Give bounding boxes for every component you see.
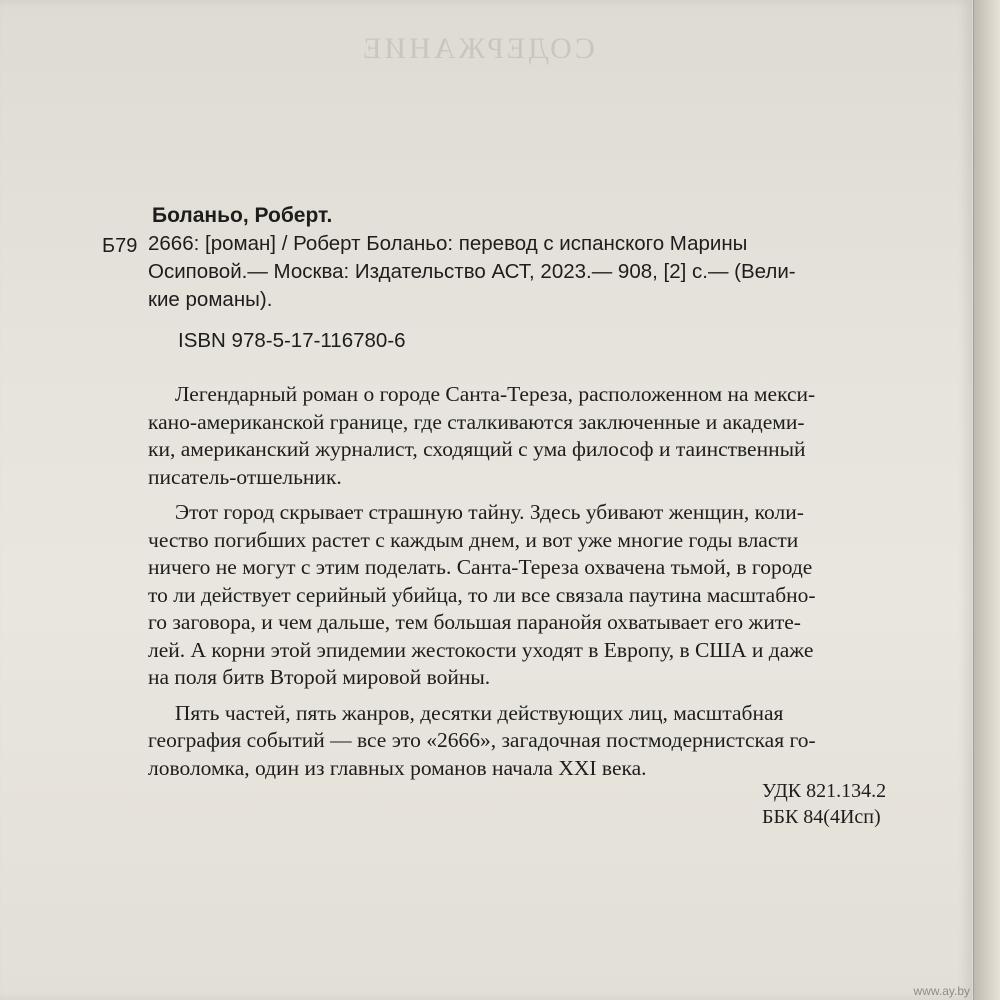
bbk-code: ББК 84(4Исп) xyxy=(762,806,881,828)
annotation-line: лей. А корни этой эпидемии жестокости уходят в Европу, в США и даже xyxy=(148,637,814,662)
udk-code: УДК 821.134.2 xyxy=(762,780,887,802)
site-watermark: www.ay.by xyxy=(913,984,970,998)
annotation-line: география событий — все это «2666», загадочная постмодернистская го- xyxy=(148,728,816,752)
bibliographic-line: 2666: [роман] / Роберт Боланьо: перевод с испанского Марины xyxy=(148,232,748,255)
author-heading: Боланьо, Роберт. xyxy=(152,204,333,227)
paragraph-gap xyxy=(148,491,816,499)
call-number: Б79 xyxy=(102,235,138,257)
bleed-through-title: СОДЕРЖАНИЕ xyxy=(360,32,595,65)
annotation-line: то ли действует серийный убийца, то ли все связала паутина масштабно- xyxy=(148,582,816,607)
bibliographic-line: Осиповой.— Москва: Издательство АСТ, 2023.— 908, [2] с.— (Вели- xyxy=(148,260,796,283)
classification-codes xyxy=(762,778,886,830)
annotation xyxy=(148,381,816,782)
annotation-line: Этот город скрывает страшную тайну. Здесь убивают женщин, коли- xyxy=(148,500,804,524)
annotation-line: чество погибших растет с каждым днем, и вот уже многие годы власти xyxy=(148,527,799,552)
annotation-line: кано-американской границе, где сталкиваются заключенные и академи- xyxy=(148,409,805,434)
bibliographic-description xyxy=(148,230,796,314)
annotation-line: ловоломка, один из главных романов начала XXI века. xyxy=(148,755,647,780)
annotation-line: на поля битв Второй мировой войны. xyxy=(148,665,491,689)
isbn: ISBN 978-5-17-116780-6 xyxy=(178,329,406,352)
annotation-line: го заговора, и чем дальше, тем большая паранойя охватывает его жите- xyxy=(148,610,801,634)
annotation-line: ничего не могут с этим поделать. Санта-Тереза охвачена тьмой, в городе xyxy=(148,555,813,579)
paragraph-gap xyxy=(148,692,816,700)
annotation-line: писатель-отшельник. xyxy=(148,464,342,489)
bibliographic-line: кие романы). xyxy=(148,288,273,311)
annotation-line: ки, американский журналист, сходящий с ума философ и таинственный xyxy=(148,437,806,461)
annotation-line: Пять частей, пять жанров, десятки действующих лиц, масштабная xyxy=(148,700,784,725)
page-edge xyxy=(973,0,1000,1000)
annotation-line: Легендарный роман о городе Санта-Тереза, расположенном на мекси- xyxy=(148,382,816,406)
